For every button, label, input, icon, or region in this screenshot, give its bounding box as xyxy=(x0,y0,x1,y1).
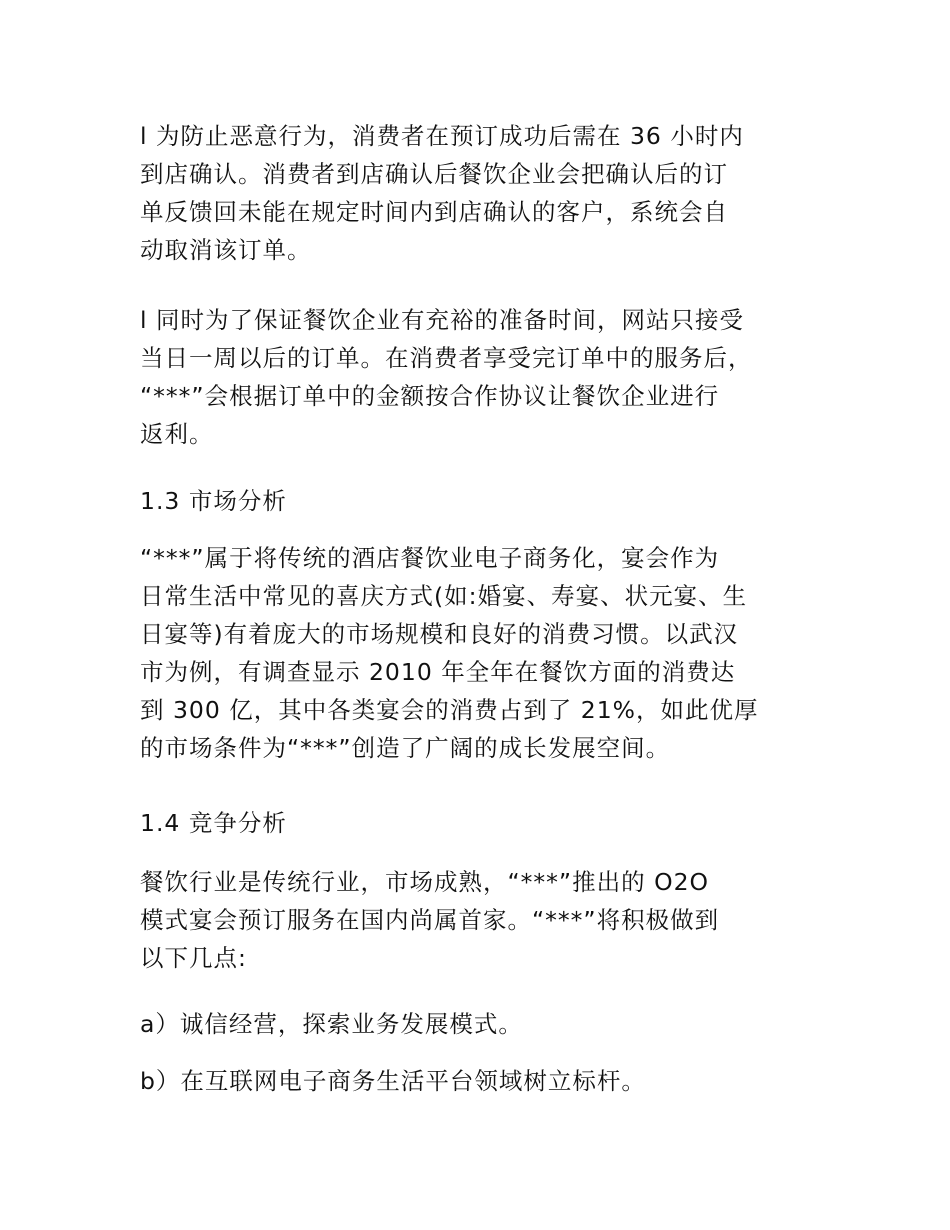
text-line: 模式宴会预订服务在国内尚属首家。“***”将积极做到 xyxy=(140,906,720,934)
text-line: 的市场条件为“***”创造了广阔的成长发展空间。 xyxy=(140,734,671,762)
heading-text: 1.4 竞争分析 xyxy=(140,809,287,837)
text-line: l 同时为了保证餐饮企业有充裕的准备时间，网站只接受 xyxy=(140,306,744,334)
text-line: 市为例，有调查显示 2010 年全年在餐饮方面的消费达 xyxy=(140,658,736,686)
list-item-a xyxy=(140,1005,820,1043)
section-heading-competition-analysis xyxy=(140,804,820,842)
text-line: l 为防止恶意行为，消费者在预订成功后需在 36 小时内 xyxy=(140,122,744,150)
text-line: 当日一周以后的订单。在消费者享受完订单中的服务后， xyxy=(140,344,753,372)
text-line: 到店确认。消费者到店确认后餐饮企业会把确认后的订 xyxy=(140,160,728,188)
list-item-text: a）诚信经营，探索业务发展模式。 xyxy=(140,1010,523,1038)
paragraph-order-rebate xyxy=(140,301,820,453)
text-line: 日常生活中常见的喜庆方式(如:婚宴、寿宴、状元宴、生 xyxy=(140,582,748,610)
list-item-text: b）在互联网电子商务生活平台领域树立标杆。 xyxy=(140,1067,646,1095)
paragraph-order-confirmation xyxy=(140,117,820,269)
section-heading-market-analysis xyxy=(140,482,820,520)
text-line: “***”会根据订单中的金额按合作协议让餐饮企业进行 xyxy=(140,382,720,410)
heading-text: 1.3 市场分析 xyxy=(140,487,287,515)
text-line: 单反馈回未能在规定时间内到店确认的客户，系统会自 xyxy=(140,198,728,226)
text-line: “***”属于将传统的酒店餐饮业电子商务化，宴会作为 xyxy=(140,544,720,572)
list-item-b xyxy=(140,1062,820,1100)
text-line: 到 300 亿，其中各类宴会的消费占到了 21%，如此优厚 xyxy=(140,696,759,724)
text-line: 餐饮行业是传统行业，市场成熟，“***”推出的 O2O xyxy=(140,868,710,896)
text-line: 以下几点: xyxy=(140,944,247,972)
text-line: 日宴等)有着庞大的市场规模和良好的消费习惯。以武汉 xyxy=(140,620,739,648)
paragraph-market-analysis xyxy=(140,539,820,767)
paragraph-competition-analysis xyxy=(140,863,820,977)
text-line: 返利。 xyxy=(140,420,214,448)
text-line: 动取消该订单。 xyxy=(140,236,312,264)
